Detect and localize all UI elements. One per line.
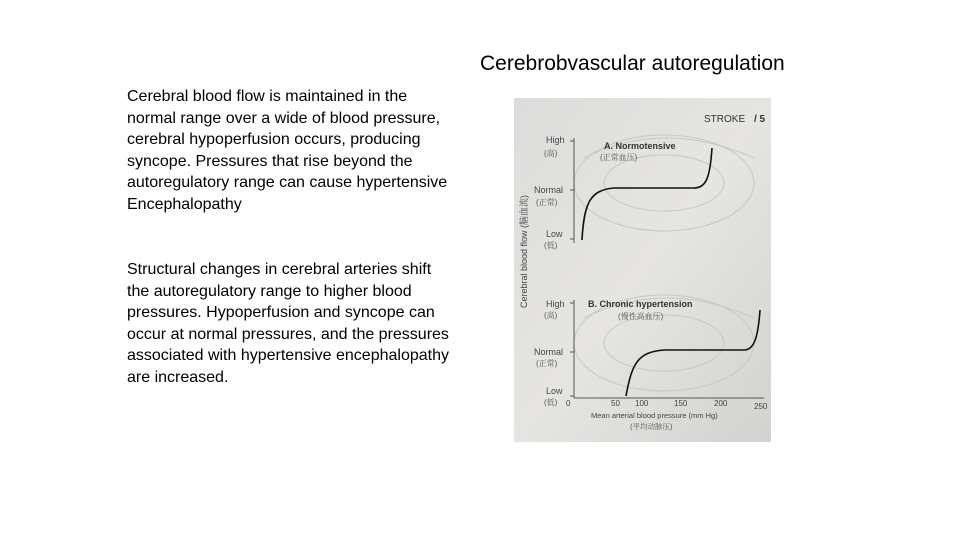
slide-title: Cerebrobvascular autoregulation <box>480 52 785 75</box>
body-paragraph-hypertension: Structural changes in cerebral arteries shift the autoregulatory range to higher blood pressures. Hypoperfusion and syncope can occur at normal pressures, and the pressures associated with hypertensive encephalopathy are increased. <box>127 261 449 386</box>
x-tick-250: 250 <box>754 402 768 411</box>
x-tick-0: 0 <box>566 399 571 408</box>
x-tick-50: 50 <box>611 399 620 408</box>
body-paragraph-normotensive: Cerebral blood flow is maintained in the normal range over a wide of blood pressure, cerebral hypoperfusion occurs, producing syncope. Pressures that rise beyond the autoregulatory range can cause hypertensive Encephalopathy <box>127 88 448 213</box>
x-axis-label-cn: (平均动脉压) <box>630 422 673 431</box>
panel-b-title: B. Chronic hypertension <box>588 299 693 309</box>
panel-b-level-low: Low <box>546 386 563 396</box>
panel-b-level-normal-cn: (正常) <box>536 359 558 368</box>
panel-b-level-low-cn: (低) <box>544 398 558 407</box>
panel-b-level-normal: Normal <box>534 347 564 357</box>
panel-a-level-high: High <box>546 135 565 145</box>
panel-a-level-high-cn: (高) <box>544 149 558 158</box>
panel-b-level-high-cn: (高) <box>544 311 558 320</box>
panel-b-level-high: High <box>546 299 565 309</box>
panel-b-subtitle: (慢性高血压) <box>618 312 664 321</box>
x-tick-100: 100 <box>635 399 649 408</box>
panel-a-level-normal: Normal <box>534 185 564 195</box>
panel-a-subtitle: (正常血压) <box>600 153 638 162</box>
autoregulation-figure-photo <box>514 98 771 442</box>
figure-page-marker: / 5 <box>754 114 766 125</box>
x-tick-150: 150 <box>674 399 688 408</box>
panel-a-level-low: Low <box>546 229 563 239</box>
x-axis-label: Mean arterial blood pressure (mm Hg) <box>591 411 718 420</box>
figure-header: STROKE <box>704 114 746 125</box>
panel-a-title: A. Normotensive <box>604 141 676 151</box>
panel-a-level-low-cn: (低) <box>544 241 558 250</box>
panel-a-level-normal-cn: (正常) <box>536 198 558 207</box>
y-axis-label: Cerebral blood flow (脑血流) <box>519 194 529 308</box>
x-tick-200: 200 <box>714 399 728 408</box>
